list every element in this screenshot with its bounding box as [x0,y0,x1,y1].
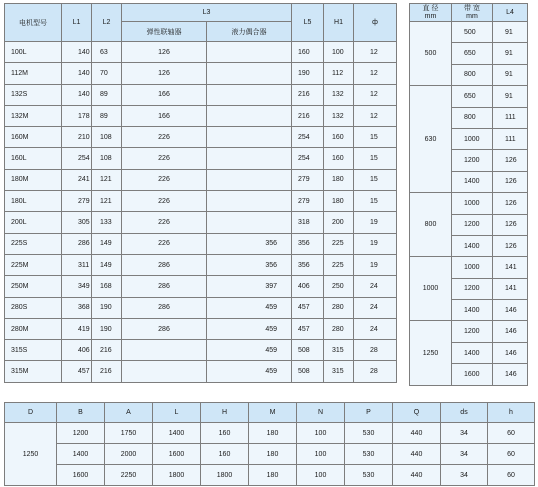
header-belt-width-label: 带 宽 [464,4,480,12]
l5-value: 356 [292,233,324,254]
belt-width-value: 800 [452,107,493,128]
pulley-table [409,3,528,386]
phi-value: 12 [354,84,397,105]
l4-value: 146 [493,364,528,385]
q-value: 440 [393,423,441,444]
phi-value: 24 [354,276,397,297]
header-l5: L5 [292,4,324,42]
l-value: 1600 [153,444,201,465]
h-value: 1800 [201,465,249,486]
phi-value: 12 [354,105,397,126]
phi-value: 28 [354,340,397,361]
l2-value: 121 [92,169,122,190]
l3-fluid-value: 397 [207,276,292,297]
header-l4: L4 [493,4,528,22]
phi-value: 12 [354,63,397,84]
motor-dimension-table [4,3,397,383]
l2-value: 149 [92,254,122,275]
table-row [5,297,397,318]
l1-value: 279 [62,191,92,212]
l1-value: 286 [62,233,92,254]
l1-value: 140 [62,63,92,84]
table-row [5,148,397,169]
header-diameter-label: 直 径 [422,4,439,12]
l4-value: 91 [493,43,528,64]
motor-model: 200L [5,212,62,233]
frame-dimension-table [4,402,535,486]
belt-width-value: 1000 [452,193,493,214]
l4-value: 126 [493,150,528,171]
l3-fluid-value [207,84,292,105]
table-row [5,169,397,190]
l3-elastic-value: 286 [122,254,207,275]
l1-value: 254 [62,148,92,169]
h-value: 160 [201,444,249,465]
belt-width-value: 1000 [452,128,493,149]
p-value: 530 [345,423,393,444]
header-l3-elastic-coupling: 弹性联轴器 [122,22,207,42]
header-m: M [249,403,297,423]
h-value: 160 [201,423,249,444]
h1-value: 225 [324,233,354,254]
pulley-diameter-value: 500 [410,22,452,86]
l2-value: 108 [92,148,122,169]
header-l: L [153,403,201,423]
frame-table-body [5,423,535,486]
motor-model: 225M [5,254,62,275]
l1-value: 178 [62,105,92,126]
table-row [5,340,397,361]
phi-value: 19 [354,212,397,233]
header-p: P [345,403,393,423]
phi-value: 12 [354,42,397,63]
l3-fluid-value: 459 [207,318,292,339]
h1-value: 250 [324,276,354,297]
l3-elastic-value: 126 [122,42,207,63]
n-value: 100 [297,465,345,486]
l3-fluid-value [207,212,292,233]
h1-value: 160 [324,148,354,169]
l3-fluid-value [207,105,292,126]
belt-width-value: 1200 [452,214,493,235]
l3-elastic-value: 226 [122,169,207,190]
l3-elastic-value: 166 [122,84,207,105]
l2-value: 190 [92,297,122,318]
l5-value: 457 [292,297,324,318]
l3-elastic-value [122,340,207,361]
h1-value: 160 [324,127,354,148]
header-belt-width-unit: mm [466,12,478,20]
l4-value: 111 [493,107,528,128]
h1-value: 112 [324,63,354,84]
motor-model: 280M [5,318,62,339]
l3-elastic-value: 286 [122,318,207,339]
h2-value: 60 [488,423,535,444]
h1-value: 200 [324,212,354,233]
l3-fluid-value [207,169,292,190]
phi-value: 15 [354,127,397,148]
motor-model: 180M [5,169,62,190]
h1-value: 132 [324,84,354,105]
l4-value: 146 [493,342,528,363]
l2-value: 89 [92,84,122,105]
b-value: 1600 [57,465,105,486]
l1-value: 210 [62,127,92,148]
belt-width-value: 650 [452,86,493,107]
l5-value: 508 [292,340,324,361]
l2-value: 216 [92,361,122,382]
header-l3: L3 [122,4,292,22]
d-value: 1250 [5,423,57,486]
l4-value: 111 [493,128,528,149]
ds-value: 34 [441,423,488,444]
l3-elastic-value: 286 [122,276,207,297]
table-row [5,42,397,63]
q-value: 440 [393,465,441,486]
motor-model: 180L [5,191,62,212]
header-l2: L2 [92,4,122,42]
l1-value: 311 [62,254,92,275]
n-value: 100 [297,444,345,465]
h1-value: 315 [324,340,354,361]
table-row [410,257,528,278]
table-row [410,321,528,342]
belt-width-value: 1200 [452,278,493,299]
l4-value: 126 [493,171,528,192]
motor-model: 160L [5,148,62,169]
belt-width-value: 500 [452,22,493,43]
frame-table-header [5,403,535,423]
l4-value: 146 [493,300,528,321]
phi-value: 15 [354,169,397,190]
header-h1: H1 [324,4,354,42]
l2-value: 133 [92,212,122,233]
l2-value: 108 [92,127,122,148]
l5-value: 508 [292,361,324,382]
pulley-diameter-value: 1000 [410,257,452,321]
l5-value: 279 [292,191,324,212]
table-row [5,444,535,465]
m-value: 180 [249,465,297,486]
l3-elastic-value: 226 [122,212,207,233]
phi-value: 24 [354,318,397,339]
m-value: 180 [249,444,297,465]
table-row [5,63,397,84]
table-row [5,276,397,297]
l3-fluid-value [207,42,292,63]
h1-value: 100 [324,42,354,63]
pulley-diameter-value: 1250 [410,321,452,385]
motor-model: 160M [5,127,62,148]
l5-value: 356 [292,254,324,275]
header-belt-width [452,4,493,22]
ds-value: 34 [441,465,488,486]
l3-fluid-value [207,63,292,84]
table-row [5,254,397,275]
l-value: 1400 [153,423,201,444]
header-h: h [488,403,535,423]
header-h: H [201,403,249,423]
l3-fluid-value [207,127,292,148]
table-row [5,191,397,212]
header-diameter [410,4,452,22]
header-b: B [57,403,105,423]
header-motor-model: 电机型号 [5,4,62,42]
l2-value: 63 [92,42,122,63]
b-value: 1400 [57,444,105,465]
header-q: Q [393,403,441,423]
motor-model: 132S [5,84,62,105]
l3-elastic-value: 226 [122,191,207,212]
l4-value: 91 [493,64,528,85]
a-value: 2000 [105,444,153,465]
motor-model: 280S [5,297,62,318]
l3-fluid-value: 356 [207,233,292,254]
l4-value: 141 [493,278,528,299]
p-value: 530 [345,465,393,486]
motor-model: 315M [5,361,62,382]
phi-value: 19 [354,254,397,275]
a-value: 2250 [105,465,153,486]
belt-width-value: 1400 [452,235,493,256]
pulley-table-body [410,22,528,386]
l1-value: 406 [62,340,92,361]
n-value: 100 [297,423,345,444]
l1-value: 419 [62,318,92,339]
motor-model: 225S [5,233,62,254]
l3-elastic-value: 286 [122,297,207,318]
l-value: 1800 [153,465,201,486]
q-value: 440 [393,444,441,465]
l3-fluid-value [207,191,292,212]
header-a: A [105,403,153,423]
pulley-diameter-value: 800 [410,193,452,257]
h1-value: 315 [324,361,354,382]
l5-value: 216 [292,84,324,105]
l1-value: 457 [62,361,92,382]
l3-fluid-value: 459 [207,340,292,361]
table-row [5,233,397,254]
table-row [410,193,528,214]
l3-elastic-value [122,361,207,382]
l5-value: 318 [292,212,324,233]
l1-value: 140 [62,42,92,63]
m-value: 180 [249,423,297,444]
belt-width-value: 1400 [452,171,493,192]
table-row [5,105,397,126]
header-n: N [297,403,345,423]
l1-value: 241 [62,169,92,190]
l4-value: 126 [493,193,528,214]
pulley-diameter-value: 630 [410,86,452,193]
phi-value: 15 [354,148,397,169]
l5-value: 457 [292,318,324,339]
l3-fluid-value [207,148,292,169]
belt-width-value: 1600 [452,364,493,385]
l3-fluid-value: 356 [207,254,292,275]
belt-width-value: 1200 [452,150,493,171]
header-ds: ds [441,403,488,423]
l5-value: 279 [292,169,324,190]
phi-value: 19 [354,233,397,254]
table-row [5,361,397,382]
motor-table-body [5,42,397,383]
l2-value: 70 [92,63,122,84]
phi-value: 15 [354,191,397,212]
l3-elastic-value: 226 [122,127,207,148]
h1-value: 280 [324,297,354,318]
l3-elastic-value: 226 [122,233,207,254]
motor-model: 100L [5,42,62,63]
l2-value: 190 [92,318,122,339]
h1-value: 180 [324,169,354,190]
a-value: 1750 [105,423,153,444]
l3-fluid-value: 459 [207,361,292,382]
table-row [5,127,397,148]
table-row [5,423,535,444]
l4-value: 126 [493,235,528,256]
table-row [5,465,535,486]
l4-value: 91 [493,86,528,107]
h1-value: 180 [324,191,354,212]
h1-value: 132 [324,105,354,126]
h2-value: 60 [488,465,535,486]
motor-model: 250M [5,276,62,297]
l5-value: 254 [292,148,324,169]
table-row [410,22,528,43]
h2-value: 60 [488,444,535,465]
ds-value: 34 [441,444,488,465]
belt-width-value: 1200 [452,321,493,342]
belt-width-value: 800 [452,64,493,85]
header-diameter-unit: mm [424,12,437,20]
l3-elastic-value: 166 [122,105,207,126]
header-phi: ф [354,4,397,42]
l2-value: 216 [92,340,122,361]
l2-value: 121 [92,191,122,212]
table-row [410,86,528,107]
table-row [5,318,397,339]
l4-value: 141 [493,257,528,278]
l5-value: 406 [292,276,324,297]
l3-fluid-value: 459 [207,297,292,318]
l4-value: 126 [493,214,528,235]
belt-width-value: 1400 [452,300,493,321]
l1-value: 140 [62,84,92,105]
motor-model: 112M [5,63,62,84]
belt-width-value: 1000 [452,257,493,278]
h1-value: 280 [324,318,354,339]
l4-value: 146 [493,321,528,342]
l4-value: 91 [493,22,528,43]
phi-value: 28 [354,361,397,382]
h1-value: 225 [324,254,354,275]
header-l1: L1 [62,4,92,42]
l1-value: 368 [62,297,92,318]
l2-value: 149 [92,233,122,254]
table-row [5,84,397,105]
p-value: 530 [345,444,393,465]
l5-value: 216 [292,105,324,126]
motor-model: 315S [5,340,62,361]
l2-value: 89 [92,105,122,126]
header-d: D [5,403,57,423]
l3-elastic-value: 126 [122,63,207,84]
header-l3-fluid-coupling: 液力偶合器 [207,22,292,42]
l5-value: 190 [292,63,324,84]
l2-value: 168 [92,276,122,297]
l1-value: 349 [62,276,92,297]
belt-width-value: 650 [452,43,493,64]
l1-value: 305 [62,212,92,233]
b-value: 1200 [57,423,105,444]
phi-value: 24 [354,297,397,318]
l3-elastic-value: 226 [122,148,207,169]
motor-model: 132M [5,105,62,126]
l5-value: 160 [292,42,324,63]
l5-value: 254 [292,127,324,148]
table-row [5,212,397,233]
belt-width-value: 1400 [452,342,493,363]
